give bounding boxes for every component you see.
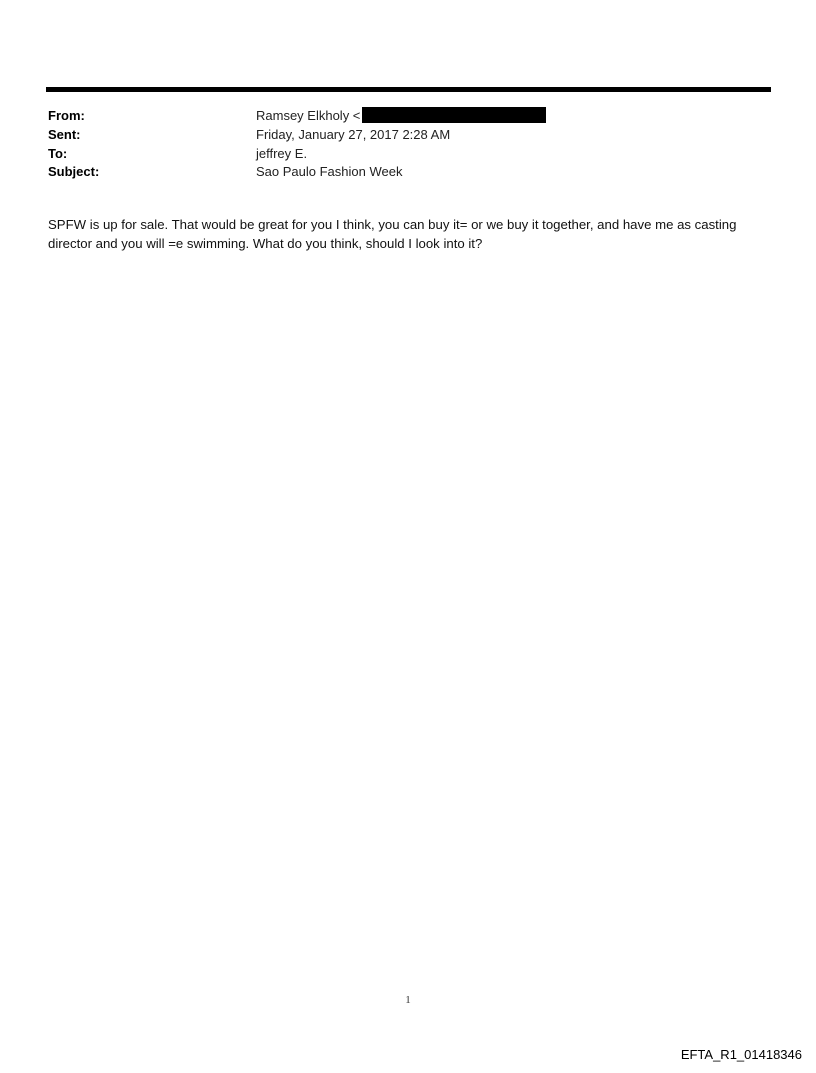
from-value: Ramsey Elkholy < [256,108,361,123]
subject-label: Subject: [48,164,100,179]
body-paragraph: SPFW is up for sale. That would be great for you I think, you can buy it= or we buy it together, and have me as casting director and you will =e swimming. What do you think, should I look into it? [48,217,737,251]
sent-row [48,126,748,144]
to-row [48,145,748,163]
bates-number: EFTA_R1_01418346 [680,1047,802,1062]
sent-value: Friday, January 27, 2017 2:28 AM [256,127,451,142]
email-body [48,215,768,253]
from-row [48,107,748,125]
from-value-wrap [256,107,546,125]
to-value: jeffrey E. [256,146,308,161]
subject-value: Sao Paulo Fashion Week [256,164,403,179]
page-number: 1 [405,994,411,1006]
from-label: From: [48,108,85,123]
redaction-block [362,107,546,123]
sent-label: Sent: [48,127,81,142]
to-label: To: [48,146,68,161]
subject-row [48,163,748,181]
header-divider [46,87,771,92]
